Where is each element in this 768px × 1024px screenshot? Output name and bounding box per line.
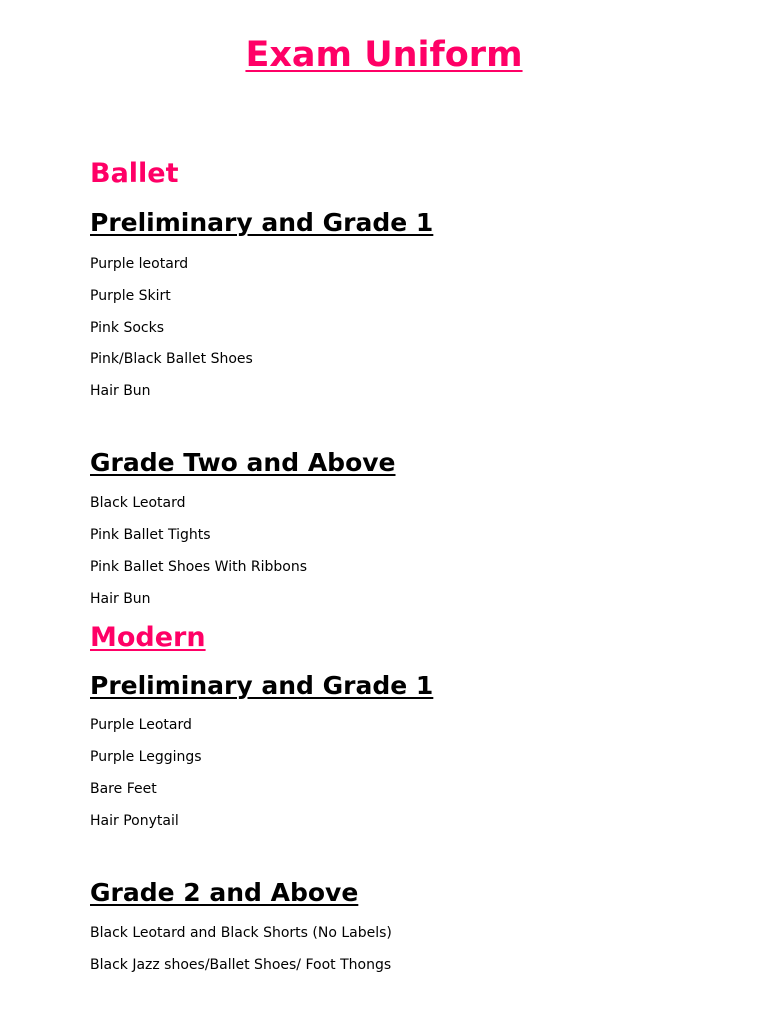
list-item: Hair Bun (90, 383, 151, 399)
section-heading-modern: Modern (90, 622, 206, 653)
list-item: Hair Ponytail (90, 813, 179, 829)
list-item: Purple Skirt (90, 288, 171, 304)
list-item: Black Leotard and Black Shorts (No Labels) (90, 925, 392, 941)
group-heading-modern-grade-two: Grade 2 and Above (90, 878, 359, 907)
list-item: Pink Ballet Shoes With Ribbons (90, 559, 308, 575)
list-item: Bare Feet (90, 781, 157, 797)
list-item: Purple Leotard (90, 717, 192, 733)
list-item: Purple Leggings (90, 749, 202, 765)
document-title: Exam Uniform (245, 35, 523, 75)
list-item: Hair Bun (90, 591, 151, 607)
list-item: Black Leotard (90, 495, 186, 511)
section-heading-ballet: Ballet (90, 158, 179, 189)
list-item: Pink/Black Ballet Shoes (90, 351, 253, 367)
list-item: Black Jazz shoes/Ballet Shoes/ Foot Thongs (90, 957, 392, 973)
list-item: Pink Ballet Tights (90, 527, 211, 543)
group-heading-modern-preliminary: Preliminary and Grade 1 (90, 671, 434, 700)
list-item: Pink Socks (90, 320, 165, 336)
group-heading-ballet-grade-two: Grade Two and Above (90, 448, 396, 477)
group-heading-ballet-preliminary: Preliminary and Grade 1 (90, 208, 434, 237)
list-item: Purple leotard (90, 256, 189, 272)
